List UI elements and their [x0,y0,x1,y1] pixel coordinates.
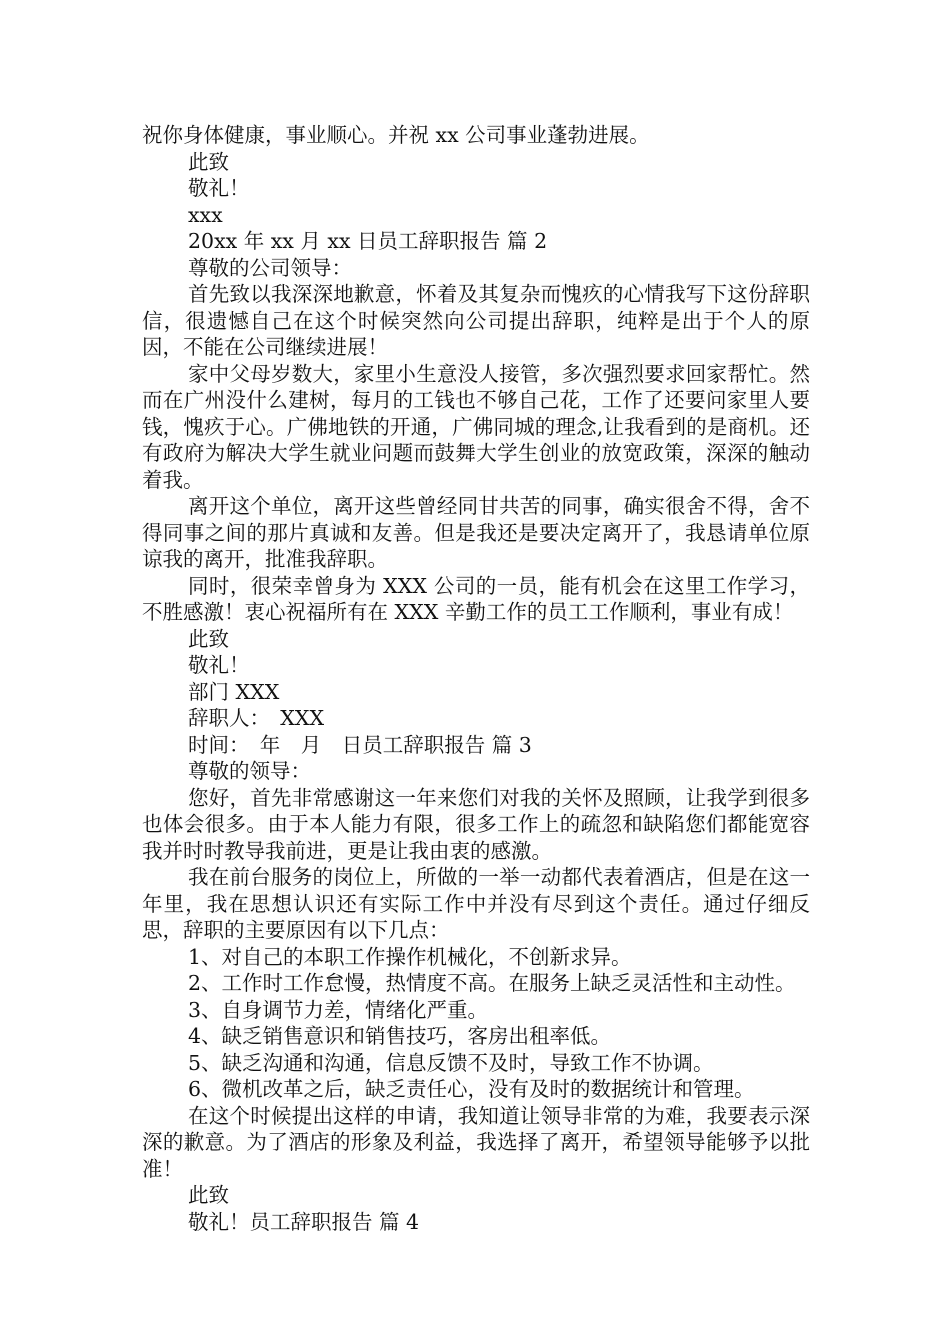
text-line: 此致 [188,1183,229,1207]
paragraph: 我在前台服务的岗位上，所做的一举一动都代表着酒店，但是在这一年里，我在思想认识还有实际工作中并没有尽到这个责任。通过仔细反思，辞职的主要原因有以下几点： [142,865,810,942]
list-item: 5、缺乏沟通和沟通，信息反馈不及时，导致工作不协调。 [188,1050,714,1075]
text-line: 敬礼！ [188,653,250,677]
text-line: 敬礼！ [188,176,250,200]
paragraph: 家中父母岁数大，家里小生意没人接管，多次强烈要求回家帮忙。然而在广州没什么建树，每月的工钱也不够自己花，工作了还要问家里人要钱，愧疚于心。广佛地铁的开通，广佛同城的理念,让我看到的是商机。还有政府为解决大学生就业问题而鼓舞大学生创业的放宽政策，深深的触动着我。 [142,361,810,492]
section-heading: 20xx 年 xx 月 xx 日员工辞职报告 篇 2 [188,229,548,253]
list-item: 4、缺乏销售意识和销售技巧，客房出租率低。 [188,1024,612,1048]
paragraph: 首先致以我深深地歉意，怀着及其复杂而愧疚的心情我写下这份辞职信，很遗憾自己在这个时候突然向公司提出辞职，纯粹是出于个人的原因，不能在公司继续进展！ [142,282,810,359]
paragraph: 同时，很荣幸曾身为 XXX 公司的一员，能有机会在这里工作学习，不胜感激！衷心祝福所有在 XXX 辛勤工作的员工工作顺利，事业有成！ [142,573,810,624]
text-line: 辞职人： XXX [188,706,325,730]
text-line: 此致 [188,149,229,174]
text-line: 此致 [188,626,229,651]
section-heading: 敬礼！员工辞职报告 篇 4 [188,1209,420,1234]
text-line: 祝你身体健康，事业顺心。并祝 xx 公司事业蓬勃进展。 [142,123,650,147]
list-item: 2、工作时工作怠慢，热情度不高。在服务上缺乏灵活性和主动性。 [188,971,796,995]
text-line: xxx [188,202,223,227]
text-line: 部门 XXX [188,679,280,704]
paragraph: 您好，首先非常感谢这一年来您们对我的关怀及照顾，让我学到很多也体会很多。由于本人能力有限，很多工作上的疏忽和缺陷您们都能宽容我并时时教导我前进，更是让我由衷的感激。 [142,785,810,863]
salutation: 尊敬的领导： [188,759,311,783]
paragraph: 离开这个单位，离开这些曾经同甘共苦的同事，确实很舍不得，舍不得同事之间的那片真诚和友善。但是我还是要决定离开了，我恳请单位原谅我的离开，批准我辞职。 [142,494,810,571]
list-item: 6、微机改革之后，缺乏责任心，没有及时的数据统计和管理。 [188,1077,755,1101]
section-heading: 时间： 年 月 日员工辞职报告 篇 3 [188,732,532,757]
document-page [142,122,810,1235]
salutation: 尊敬的公司领导： [188,255,352,280]
list-item: 1、对自己的本职工作操作机械化，不创新求异。 [188,944,632,969]
list-item: 3、自身调节力差，情绪化严重。 [188,997,489,1022]
paragraph: 在这个时候提出这样的申请，我知道让领导非常的为难，我要表示深深的歉意。为了酒店的形象及利益，我选择了离开，希望领导能够予以批准！ [142,1103,810,1181]
